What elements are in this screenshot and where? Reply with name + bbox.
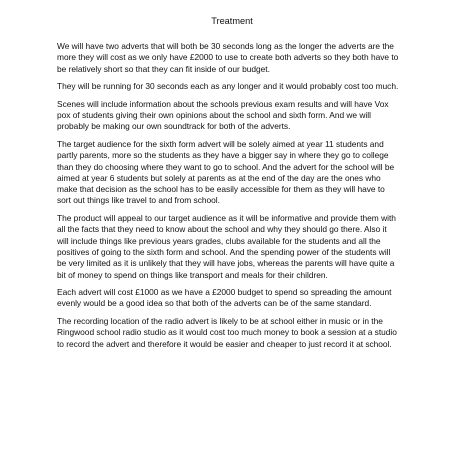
paragraph-budget: We will have two adverts that will both be 30 seconds long as the longer the adverts are the more they will cost as we only have £2000 to use to create both adverts so they both have to be relatively short so that they can fit inside of our budget.	[57, 41, 399, 74]
document-title: Treatment	[211, 16, 253, 26]
paragraph-product-appeal: The product will appeal to our target audience as it will be informative and provide them with all the facts that they need to know about the school and why they should go there. Also it will include things like previous years grades, clubs available for the students and all the positives of going to the sixth form and school. And the spending power of the students will be very limited as it is unlikely that they will have jobs, whereas the parents will have quite a bit of money to spend on things like transport and meals for their children.	[57, 213, 396, 280]
paragraph-scenes: Scenes will include information about the schools previous exam results and will have Vox pox of students giving their own opinions about the school and sixth form. And we will probably be making our own soundtrack for both of the adverts.	[57, 98, 389, 132]
paragraph-target-audience: The target audience for the sixth form advert will be solely aimed at year 11 students and partly parents, more so the students as they have a bigger say in where they go to college than they do choosing where they want to go to school. And the advert for the school will be aimed at year 6 students but solely at parents as at the end of the day are the ones who make that decision as the school has to be easily accessible for them as they will have to sort out things like travel to and from school.	[57, 138, 395, 206]
paragraph-recording-location: The recording location of the radio advert is likely to be at school either in music or in the Ringwood school radio studio as it would cost too much money to book a session at a studio to record the advert and therefore it would be easier and cheaper to just record it at school.	[57, 316, 397, 349]
paragraph-duration: They will be running for 30 seconds each as any longer and it would probably cost too much.	[57, 81, 399, 92]
paragraph-cost: Each advert will cost £1000 as we have a £2000 budget to spend so spreading the amount evenly would be a good idea so that both of the adverts can be of the same standard.	[57, 287, 392, 309]
